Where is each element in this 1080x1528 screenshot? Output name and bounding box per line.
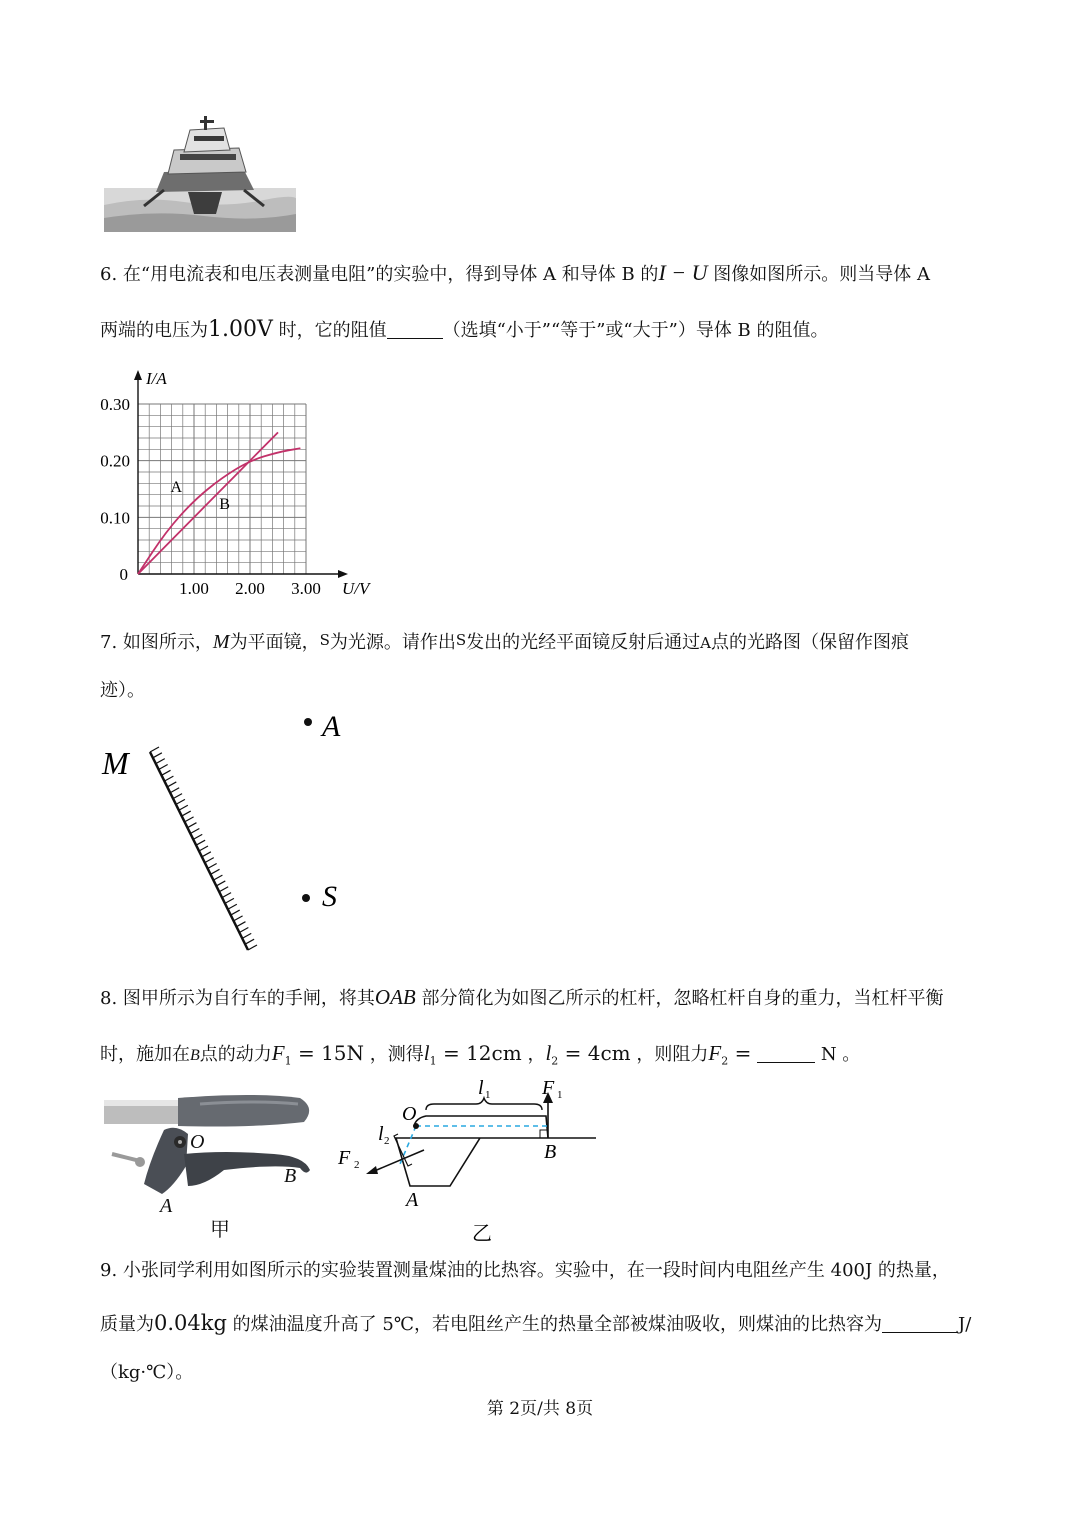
q8-l1-val: = 12cm <box>436 1041 522 1065</box>
jia-label-B: B <box>284 1165 297 1187</box>
q8-answer-blank[interactable] <box>757 1044 815 1063</box>
hatch-mark <box>150 747 159 752</box>
hatch-mark <box>159 764 168 769</box>
q8-comma: ， <box>527 1044 546 1065</box>
hatch-mark <box>234 916 243 921</box>
q7-text-1b: 为平面镜， <box>229 632 320 653</box>
q8-text-1b: 部分简化为如图乙所示的杠杆，忽略杠杆自身的重力，当杠杆平衡 <box>421 988 944 1009</box>
q6-line1 <box>100 260 930 286</box>
point-S-label: S <box>322 880 337 913</box>
q8-text-2c: ，测得 <box>369 1044 424 1065</box>
page-footer <box>0 1394 1080 1419</box>
q7-A: A <box>700 634 711 652</box>
q6-text-2a: 两端的电压为 <box>100 320 208 341</box>
q8-F1-sub: 1 <box>284 1054 292 1068</box>
q8-l2: l <box>545 1041 552 1065</box>
q8-text-2a: 时，施加在 <box>100 1044 190 1065</box>
point-A-label: A <box>322 710 341 743</box>
q8-F2-sub: 2 <box>721 1054 729 1068</box>
yi-label-l2-sub: 2 <box>384 1135 390 1147</box>
mirror-label-M: M <box>102 745 129 781</box>
q7-S: S <box>319 631 330 649</box>
q8-text-2b: 点的动力 <box>199 1044 272 1065</box>
hatch-mark <box>153 753 162 758</box>
mirror-figure <box>96 706 376 962</box>
hatch-mark <box>173 794 182 799</box>
hatch-mark <box>182 811 191 816</box>
q8-l1: l <box>423 1041 430 1065</box>
point-A-dot <box>304 718 312 726</box>
page-number: 第 2页/共 8页 <box>486 1399 594 1419</box>
hatch-mark <box>193 834 202 839</box>
hatch-mark <box>225 898 234 903</box>
yi-label-F2-sub: 2 <box>354 1159 360 1171</box>
q8-text-2d: ，则阻力 <box>636 1044 709 1065</box>
yi-label-B: B <box>544 1141 557 1163</box>
q8-OAB: OAB <box>374 985 416 1009</box>
q8-period: 。 <box>842 1044 861 1065</box>
hatch-mark <box>205 858 214 863</box>
fig-jia-caption: 甲 <box>210 1217 230 1240</box>
hatch-mark <box>222 893 231 898</box>
q7-text-1d: 发出的光经平面镜反射后通过 <box>466 632 701 653</box>
mirror-hatching <box>150 747 257 950</box>
q6-text-2b: 时，它的阻值 <box>278 320 387 341</box>
curve-B <box>138 432 278 574</box>
hatch-mark <box>190 829 199 834</box>
yi-label-l1: l <box>478 1077 484 1099</box>
q7-text-2: 迹）。 <box>100 680 145 701</box>
yi-label-O: O <box>402 1103 417 1125</box>
x-axis-label: U/V <box>342 579 370 598</box>
hatch-mark <box>208 863 217 868</box>
q8-text-1a: 图甲所示为自行车的手闸，将其 <box>122 988 375 1009</box>
hatch-mark <box>236 922 245 927</box>
curve-B-label: B <box>219 495 230 513</box>
hatch-mark <box>245 939 254 944</box>
q9-line2 <box>100 1310 971 1336</box>
F2-arrow <box>372 1150 424 1172</box>
q8-number: 8. <box>100 988 118 1009</box>
hatch-mark <box>239 928 248 933</box>
q8-l2-val: = 4cm <box>558 1041 631 1065</box>
iu-chart <box>92 362 392 598</box>
hatch-mark <box>242 933 251 938</box>
fig-yi-caption: 乙 <box>472 1221 492 1245</box>
q7-M: M <box>212 631 230 653</box>
point-S-dot <box>302 894 310 902</box>
hatch-mark <box>187 823 196 828</box>
yi-label-F1: F <box>542 1077 555 1099</box>
q9-line3 <box>100 1358 193 1384</box>
q6-number: 6. <box>100 264 118 285</box>
q7-S-2: S <box>455 631 467 649</box>
hatch-mark <box>202 852 211 857</box>
q8-F2-eq: = <box>728 1041 752 1065</box>
hatch-mark <box>228 904 237 909</box>
q8-B: B <box>190 1047 200 1064</box>
q9-text-2b: 的煤油温度升高了 5℃，若电阻丝产生的热量全部被煤油吸收，则煤油的比热容为 <box>232 1314 882 1335</box>
q7-line2 <box>100 676 145 702</box>
jia-label-A: A <box>160 1195 173 1217</box>
x-tick-label: 2.00 <box>235 579 265 598</box>
q8-l2-sub: 2 <box>551 1054 559 1068</box>
q8-unit: N <box>820 1044 837 1065</box>
q8-line2 <box>100 1040 860 1068</box>
yi-label-F1-sub: 1 <box>557 1089 563 1101</box>
q6-text-2c: （选填“小于”“等于”或“大于”）导体 B 的阻值。 <box>442 320 829 341</box>
q8-line1 <box>100 984 943 1010</box>
hatch-mark <box>211 869 220 874</box>
hatch-mark <box>162 770 171 775</box>
origin-label: 0 <box>119 565 128 584</box>
hatch-mark <box>216 881 225 886</box>
yi-label-l1-sub: 1 <box>485 1089 491 1101</box>
q9-text-2c: J/ <box>957 1314 972 1335</box>
hatch-mark <box>164 776 173 781</box>
y-tick-label: 0.30 <box>100 395 130 414</box>
q8-F1: F <box>271 1041 285 1065</box>
q9-line1 <box>100 1256 950 1282</box>
x-axis-arrow <box>338 570 348 578</box>
q9-text-2a: 质量为 <box>100 1314 154 1335</box>
q6-text-1a: 在“用电流表和电压表测量电阻”的实验中，得到导体 A 和导体 B 的 <box>122 264 659 285</box>
x-tick-label: 3.00 <box>291 579 321 598</box>
hatch-mark <box>170 788 179 793</box>
q9-text-3: （kg·℃）。 <box>100 1362 194 1383</box>
q7-line1 <box>100 628 909 654</box>
hatch-mark <box>176 799 185 804</box>
hatch-mark <box>231 910 240 915</box>
hatch-mark <box>156 759 165 764</box>
hatch-mark <box>179 805 188 810</box>
x-tick-label: 1.00 <box>179 579 209 598</box>
y-axis-label: I/A <box>146 369 167 388</box>
hatch-mark <box>167 782 176 787</box>
q6-line2 <box>100 316 829 342</box>
q6-iu-label: I − U <box>658 260 708 285</box>
q8-l1-sub: 1 <box>429 1054 437 1068</box>
jia-label-O: O <box>190 1131 205 1153</box>
hatch-mark <box>185 817 194 822</box>
q8-F2: F <box>708 1041 722 1065</box>
yi-label-F2: F <box>338 1147 351 1169</box>
hatch-mark <box>248 945 257 950</box>
hatch-mark <box>219 887 228 892</box>
hatch-mark <box>196 840 205 845</box>
y-tick-label: 0.10 <box>100 508 130 528</box>
hatch-mark <box>199 846 208 851</box>
hatch-mark <box>213 875 222 880</box>
q7-text-1c: 为光源。请作出 <box>329 632 456 653</box>
l1-brace <box>426 1098 542 1110</box>
q6-text-1b: 图像如图所示。则当导体 A <box>713 264 930 285</box>
yi-label-l2: l <box>378 1123 384 1145</box>
q7-text-1e: 点的光路图（保留作图痕 <box>711 632 909 653</box>
q9-text-1: 小张同学利用如图所示的实验装置测量煤油的比热容。实验中，在一段时间内电阻丝产生 400J 的热量， <box>122 1260 950 1281</box>
y-axis-arrow <box>134 370 142 380</box>
hovercraft-photo <box>104 110 296 232</box>
q7-text-1a: 如图所示， <box>122 632 213 653</box>
q7-number: 7. <box>100 632 118 653</box>
q9-number: 9. <box>100 1260 118 1281</box>
q8-F1-val: = 15N <box>291 1041 365 1065</box>
curve-A-label: A <box>170 478 183 496</box>
q6-answer-blank[interactable] <box>387 320 443 339</box>
q9-mass: 0.04kg <box>154 1311 227 1335</box>
lever-diagram <box>334 1076 604 1246</box>
yi-label-A: A <box>406 1189 419 1211</box>
q6-voltage: 1.00V <box>208 317 273 342</box>
y-tick-label: 0.20 <box>100 451 130 471</box>
brake-lever-photo <box>104 1090 320 1240</box>
q9-answer-blank[interactable] <box>882 1314 958 1333</box>
